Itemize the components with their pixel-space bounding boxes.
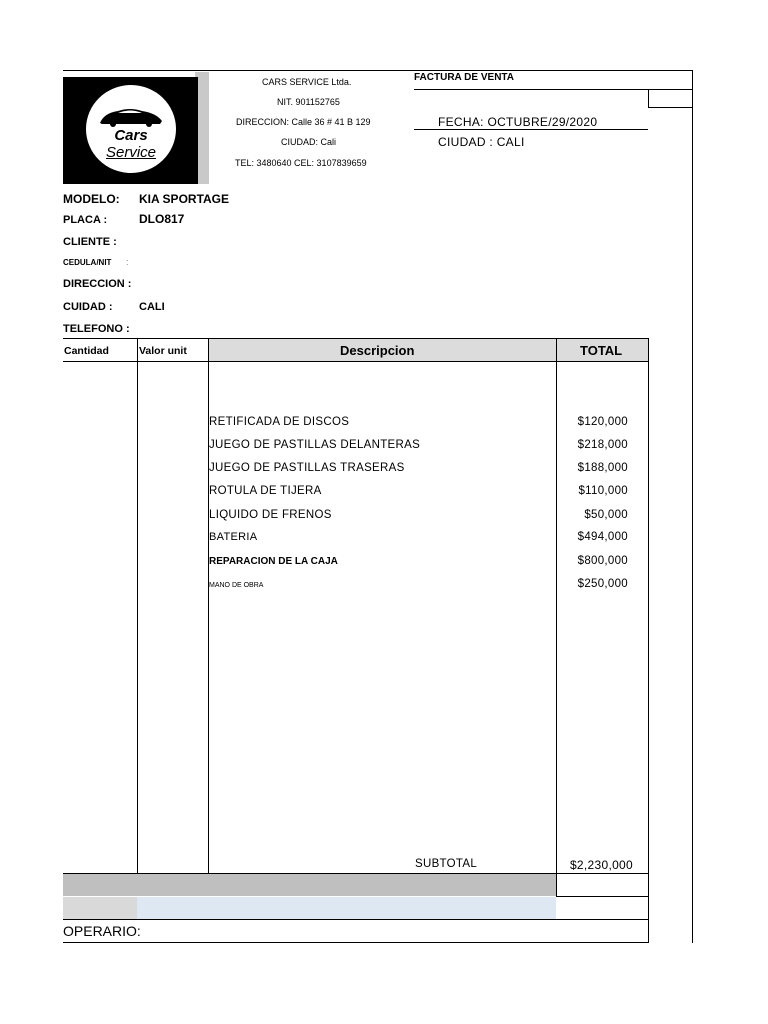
header-cantidad: Cantidad xyxy=(64,345,109,357)
invoice-date-underline xyxy=(414,129,648,130)
operario-label: OPERARIO: xyxy=(63,923,141,939)
item-total-5: $50,000 xyxy=(584,509,628,521)
item-desc-1: RETIFICADA DE DISCOS xyxy=(209,416,350,428)
operario-bottom-line xyxy=(63,942,648,943)
invoice-number-box xyxy=(648,89,693,108)
subtotal-label: SUBTOTAL xyxy=(415,858,478,870)
direccion-label: DIRECCION : xyxy=(63,278,132,290)
company-city: CIUDAD: Cali xyxy=(281,137,337,147)
placa-value: DLO817 xyxy=(139,212,185,226)
table-top-line xyxy=(63,338,648,339)
company-logo xyxy=(63,77,198,184)
subtotal-value: $2,230,000 xyxy=(569,858,633,872)
logo-text-service: Service xyxy=(105,144,157,161)
invoice-title: FACTURA DE VENTA xyxy=(414,72,514,83)
logo-circle xyxy=(86,85,176,173)
item-desc-2: JUEGO DE PASTILLAS DELANTERAS xyxy=(209,439,421,451)
header-valor-unit: Valor unit xyxy=(139,345,187,357)
cuidad-label: CUIDAD : xyxy=(63,301,113,313)
logo-text-cars: Cars xyxy=(114,127,148,144)
blue-row-bottom-line xyxy=(63,919,648,920)
car-icon xyxy=(96,105,166,127)
placa-label: PLACA : xyxy=(63,214,108,226)
item-total-1: $120,000 xyxy=(577,416,628,428)
right-border xyxy=(692,70,693,943)
top-border xyxy=(63,70,693,71)
header-total: TOTAL xyxy=(580,343,623,358)
item-desc-3: JUEGO DE PASTILLAS TRASERAS xyxy=(209,462,405,474)
cliente-label: CLIENTE : xyxy=(63,236,117,248)
cedula-label: CEDULA/NIT xyxy=(63,258,112,267)
cuidad-value: CALI xyxy=(139,301,165,313)
table-header-bottom-line xyxy=(63,361,648,362)
item-desc-8: MANO DE OBRA xyxy=(209,582,264,589)
item-desc-7: REPARACION DE LA CAJA xyxy=(209,556,338,567)
item-desc-5: LIQUIDO DE FRENOS xyxy=(209,509,332,521)
gray-band-row xyxy=(63,874,556,896)
item-total-6: $494,000 xyxy=(577,531,628,543)
item-total-2: $218,000 xyxy=(577,439,628,451)
logo-text xyxy=(88,127,174,161)
telefono-label: TELEFONO : xyxy=(63,323,130,335)
item-total-4: $110,000 xyxy=(578,485,628,497)
invoice-date: FECHA: OCTUBRE/29/2020 xyxy=(438,115,598,129)
item-total-7: $800,000 xyxy=(577,555,628,567)
item-total-3: $188,000 xyxy=(577,462,628,474)
modelo-label: MODELO: xyxy=(63,192,120,206)
light-blue-cell xyxy=(137,897,556,919)
col-line-4 xyxy=(648,338,649,943)
cedula-colon: : xyxy=(126,257,129,267)
gray-band-bottom-line xyxy=(556,896,648,897)
item-desc-4: ROTULA DE TIJERA xyxy=(209,485,322,497)
company-name: CARS SERVICE Ltda. xyxy=(262,77,352,87)
company-phone: TEL: 3480640 CEL: 3107839659 xyxy=(235,158,367,168)
item-desc-6: BATERIA xyxy=(209,531,258,543)
company-address: DIRECCION: Calle 36 # 41 B 129 xyxy=(236,117,371,127)
light-gray-cell xyxy=(63,897,137,919)
modelo-value: KIA SPORTAGE xyxy=(139,192,230,206)
col-line-1 xyxy=(137,338,138,873)
company-nit: NIT. 901152765 xyxy=(277,97,340,107)
invoice-city: CIUDAD : CALI xyxy=(438,135,525,149)
header-descripcion: Descripcion xyxy=(340,343,415,358)
item-total-8: $250,000 xyxy=(577,578,628,590)
